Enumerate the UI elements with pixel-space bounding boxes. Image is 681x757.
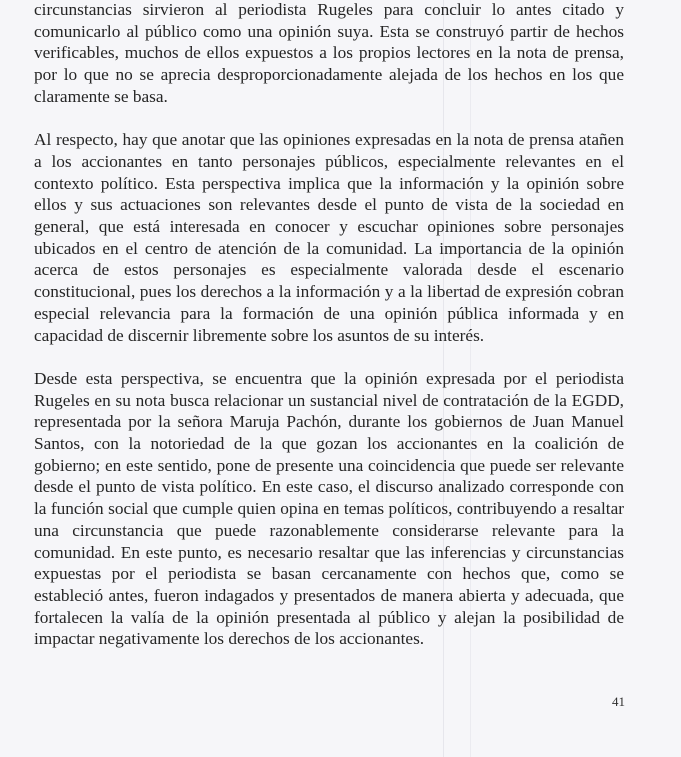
- paragraph-1: circunstancias sirvieron al periodista Rugeles para concluir lo antes citado y comunicarlo al público como una opinión suya. Esta se construyó partir de hechos verificables, muchos de ellos expuestos a los propios lectores en la nota de prensa, por lo que no se aprecia desproporcionadamente alejada de los hechos en los que claramente se basa.: [34, 0, 624, 106]
- page-number: 41: [612, 694, 625, 709]
- document-body: [34, 0, 624, 672]
- paragraph-2: Al respecto, hay que anotar que las opiniones expresadas en la nota de prensa atañen a los accionantes en tanto personajes públicos, especialmente relevantes en el contexto político. Esta perspectiva implica que la información y la opinión sobre ellos y sus actuaciones son relevantes desde el punto de vista de la sociedad en general, que está interesada en conocer y escuchar opiniones sobre personajes ubicados en el centro de atención de la comunidad. La importancia de la opinión acerca de estos personajes es especialmente valorada desde el escenario constitucional, pues los derechos a la información y a la libertad de expresión cobran especial relevancia para la formación de una opinión pública informada y en capacidad de discernir libremente sobre los asuntos de su interés.: [34, 130, 624, 345]
- paragraph-3: Desde esta perspectiva, se encuentra que la opinión expresada por el periodista Rugeles en su nota busca relacionar un sustancial nivel de contratación de la EGDD, representada por la señora Maruja Pachón, durante los gobiernos de Juan Manuel Santos, con la notoriedad de la que gozan los accionantes en la coalición de gobierno; en este sentido, pone de presente una coincidencia que puede ser relevante desde el punto de vista político. En este caso, el discurso analizado corresponde con la función social que cumple quien opina en temas políticos, contribuyendo a resaltar una circunstancia que puede razonablemente considerarse relevante para la comunidad. En este punto, es necesario resaltar que las inferencias y circunstancias expuestas por el periodista se basan cercanamente con hechos que, como se estableció antes, fueron indagados y presentados de manera abierta y adecuada, que fortalecen la valía de la opinión presentada al público y alejan la posibilidad de impactar negativamente los derechos de los accionantes.: [34, 368, 624, 649]
